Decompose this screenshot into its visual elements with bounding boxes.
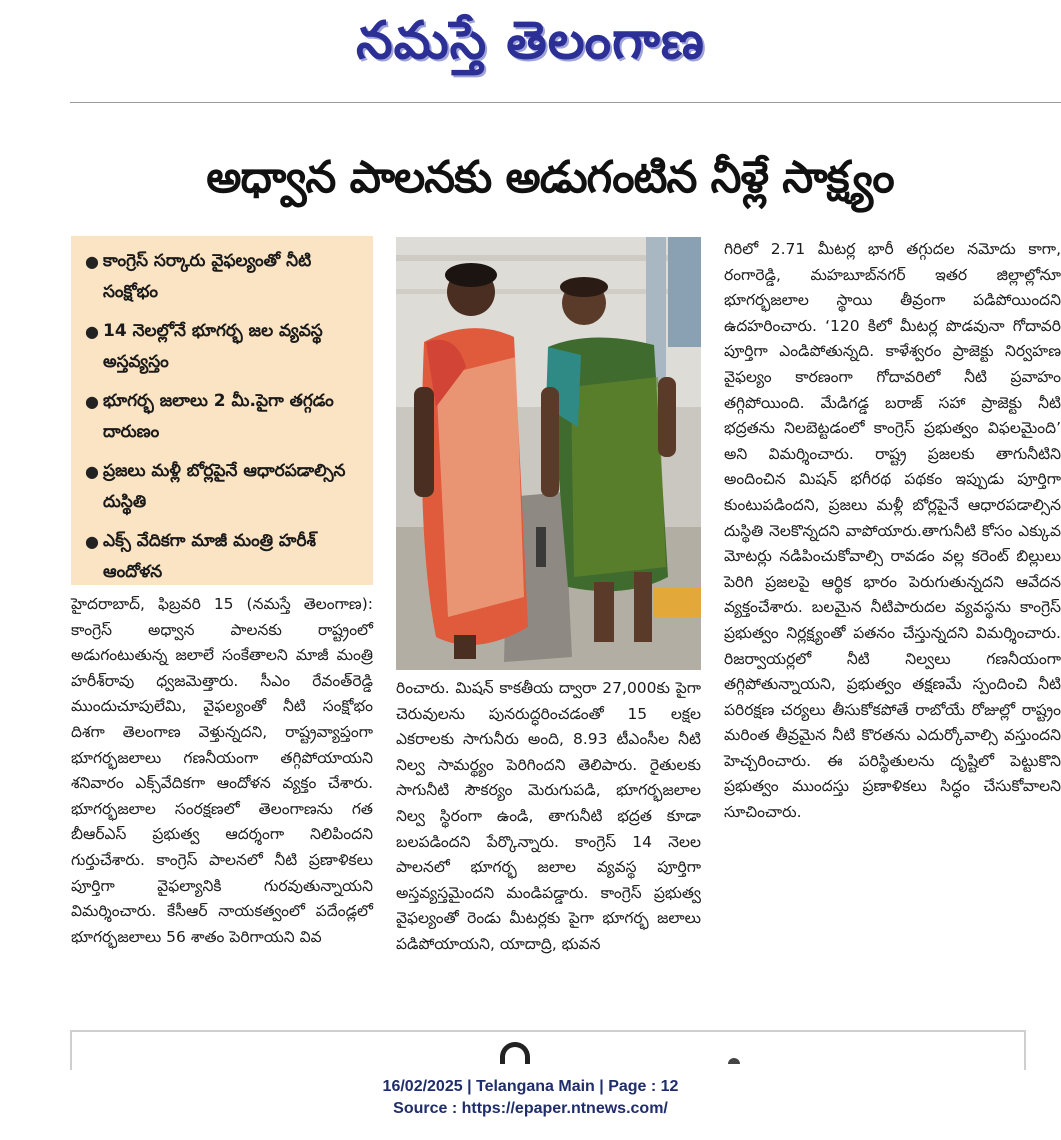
advertisement-box	[70, 1030, 1026, 1070]
article-headline: అధ్వాన పాలనకు అడుగంటిన నీళ్లే సాక్ష్యం	[206, 152, 894, 203]
bullet-icon: ●	[85, 322, 99, 341]
news-photo	[396, 237, 701, 670]
article-column-3: గిరిలో 2.71 మీటర్ల భారీ తగ్గుదల నమోదు కాగా, రంగారెడ్డి, మహబూబ్‌నగర్ ఇతర జిల్లాల్లోనూ భూగర్భజలాల స్థాయి తీవ్రంగా పడిపోయిందని ఉదహరించారు. ‘120 కిలో మీటర్ల పొడవునా గోదావరి పూర్తిగా ఎండిపోతున్నది. కాళేశ్వరం ప్రాజెక్టు నిర్వహణ వైఫల్యం కారణంగా గోదావరిలో నీటి ప్రవాహం తగ్గిపోయింది. మేడిగడ్డ బరాజ్ సహా ప్రాజెక్టు నీటి భద్రతను నిలబెట్టడంలో కాంగ్రెస్ ప్రభుత్వం విఫలమైంది’ అని విమర్శించారు. రాష్ట్ర ప్రజలకు తాగునీటిని అందించిన మిషన్ భగీరథ పథకం ఇప్పుడు పూర్తిగా కుంటుపడిందని, ప్రజలు మళ్లీ బోర్లపైనే ఆధారపడాల్సిన దుస్థితి నెలకొన్నదని వాపోయారు.తాగునీటి కోసం ఎక్కువ మోటర్లు నడిపించుకోవాల్సి రావడం వల్ల కరెంట్ బిల్లులు పెరిగి ప్రజలపై ఆర్థిక భారం పెరుగుతున్నదని ఆవేదన వ్యక్తంచేశారు. బలమైన నీటిపారుదల వ్యవస్థను కాంగ్రెస్ ప్రభుత్వం నిర్లక్ష్యంతో పతనం చేస్తున్నదని విమర్శించారు. రిజర్వాయర్లలో నీటి నిల్వలు గణనీయంగా తగ్గిపోతున్నాయని, ప్రభుత్వం తక్షణమే స్పందించి నీటి పరిరక్షణ చర్యలు తీసుకోకపోతే రాబోయే రోజుల్లో రాష్ట్రం మరింత తీవ్రమైన నీటి కొరతను ఎదుర్కోవాల్సి వస్తుందని హెచ్చరించారు. ఈ పరిస్థితులను దృష్టిలో పెట్టుకొని ప్రభుత్వం ముందస్తు ప్రణాళికలు సిద్ధం చేసుకోవాలని సూచించారు.	[724, 240, 1061, 822]
highlights-box	[71, 236, 373, 585]
highlight-text: 14 నెలల్లోనే భూగర్భ జల వ్యవస్థ అస్తవ్యస్తం	[103, 321, 323, 372]
bullet-icon: ●	[85, 392, 99, 411]
newspaper-masthead	[0, 0, 1061, 86]
bullet-icon: ●	[85, 252, 99, 271]
masthead-divider	[70, 102, 1061, 103]
highlight-text: ఎక్స్ వేదికగా మాజీ మంత్రి హరీశ్ ఆందోళన	[103, 531, 316, 582]
highlight-item	[85, 316, 363, 378]
ad-mark	[728, 1058, 740, 1064]
page-footer	[0, 1076, 1061, 1120]
highlight-item	[85, 526, 363, 588]
masthead-title: నమస్తే తెలంగాణ	[356, 10, 705, 71]
highlight-item	[85, 246, 363, 308]
highlight-text: ప్రజలు మళ్లీ బోర్లపైనే ఆధారపడాల్సిన దుస్థితి	[103, 461, 346, 512]
ad-glyph	[500, 1042, 530, 1064]
bullet-icon: ●	[85, 532, 99, 551]
bullet-icon: ●	[85, 462, 99, 481]
news-photo-image	[396, 237, 701, 670]
highlight-item	[85, 456, 363, 518]
highlight-text: కాంగ్రెస్ సర్కారు వైఫల్యంతో నీటి సంక్షోభం	[103, 251, 312, 302]
highlight-item	[85, 386, 363, 448]
article-column-2: రించారు. మిషన్ కాకతీయ ద్వారా 27,000కు పైగా చెరువులను పునరుద్ధరించడంతో 15 లక్షల ఎకరాలకు సాగునీరు అంది, 8.93 టీఎంసీల నీటి నిల్వ సామర్థ్యం పెరిగిందని తెలిపారు. రైతులకు సాగునీటి సౌకర్యం మెరుగుపడి, భూగర్భజలాల నిల్వ స్థిరంగా ఉండి, తాగునీటి భద్రత కూడా బలపడిందని పేర్కొన్నారు. కాంగ్రెస్ 14 నెలల పాలనలో భూగర్భ జలాల వ్యవస్థ పూర్తిగా అస్తవ్యస్తమైందని మండిపడ్డారు. కాంగ్రెస్ ప్రభుత్వ వైఫల్యంతో రెండు మీటర్లకు పైగా భూగర్భ జలాలు పడిపోయాయని, యాదాద్రి, భువన	[396, 679, 701, 953]
article-column-1: హైదరాబాద్, ఫిబ్రవరి 15 (నమస్తే తెలంగాణ): కాంగ్రెస్ అధ్వాన పాలనకు రాష్ట్రంలో అడుగంటుతున్న జలాలే సంకేతాలని మాజీ మంత్రి హరీశ్‌రావు ధ్వజమెత్తారు. సీఎం రేవంత్‌రెడ్డి ముందుచూపులేమి, వైఫల్యంతో నీటి సంక్షోభం దిశగా తెలంగాణ వెళ్తున్నదని, రాష్ట్రవ్యాప్తంగా భూగర్భజలాలు గణనీయంగా తగ్గిపోయాయని శనివారం ఎక్స్‌వేదికగా ఆందోళన వ్యక్తం చేశారు. భూగర్భజలాల సంరక్షణలో తెలంగాణను గత బీఆర్‌ఎస్ ప్రభుత్వ ఆదర్శంగా నిలిపిందని గుర్తుచేశారు. కాంగ్రెస్ పాలనలో నీటి ప్రణాళికలు పూర్తిగా వైఫల్యానికి గురవుతున్నాయని విమర్శించారు. కేసీఆర్ నాయకత్వంలో పదేండ్లలో భూగర్భజలాలు 56 శాతం పెరిగాయని వివ	[71, 595, 373, 946]
footer-edition-info: 16/02/2025 | Telangana Main | Page : 12	[382, 1078, 679, 1095]
highlight-text: భూగర్భ జలాలు 2 మీ.పైగా తగ్గడం దారుణం	[103, 391, 334, 442]
footer-source-link[interactable]: Source : https://epaper.ntnews.com/	[393, 1100, 668, 1117]
